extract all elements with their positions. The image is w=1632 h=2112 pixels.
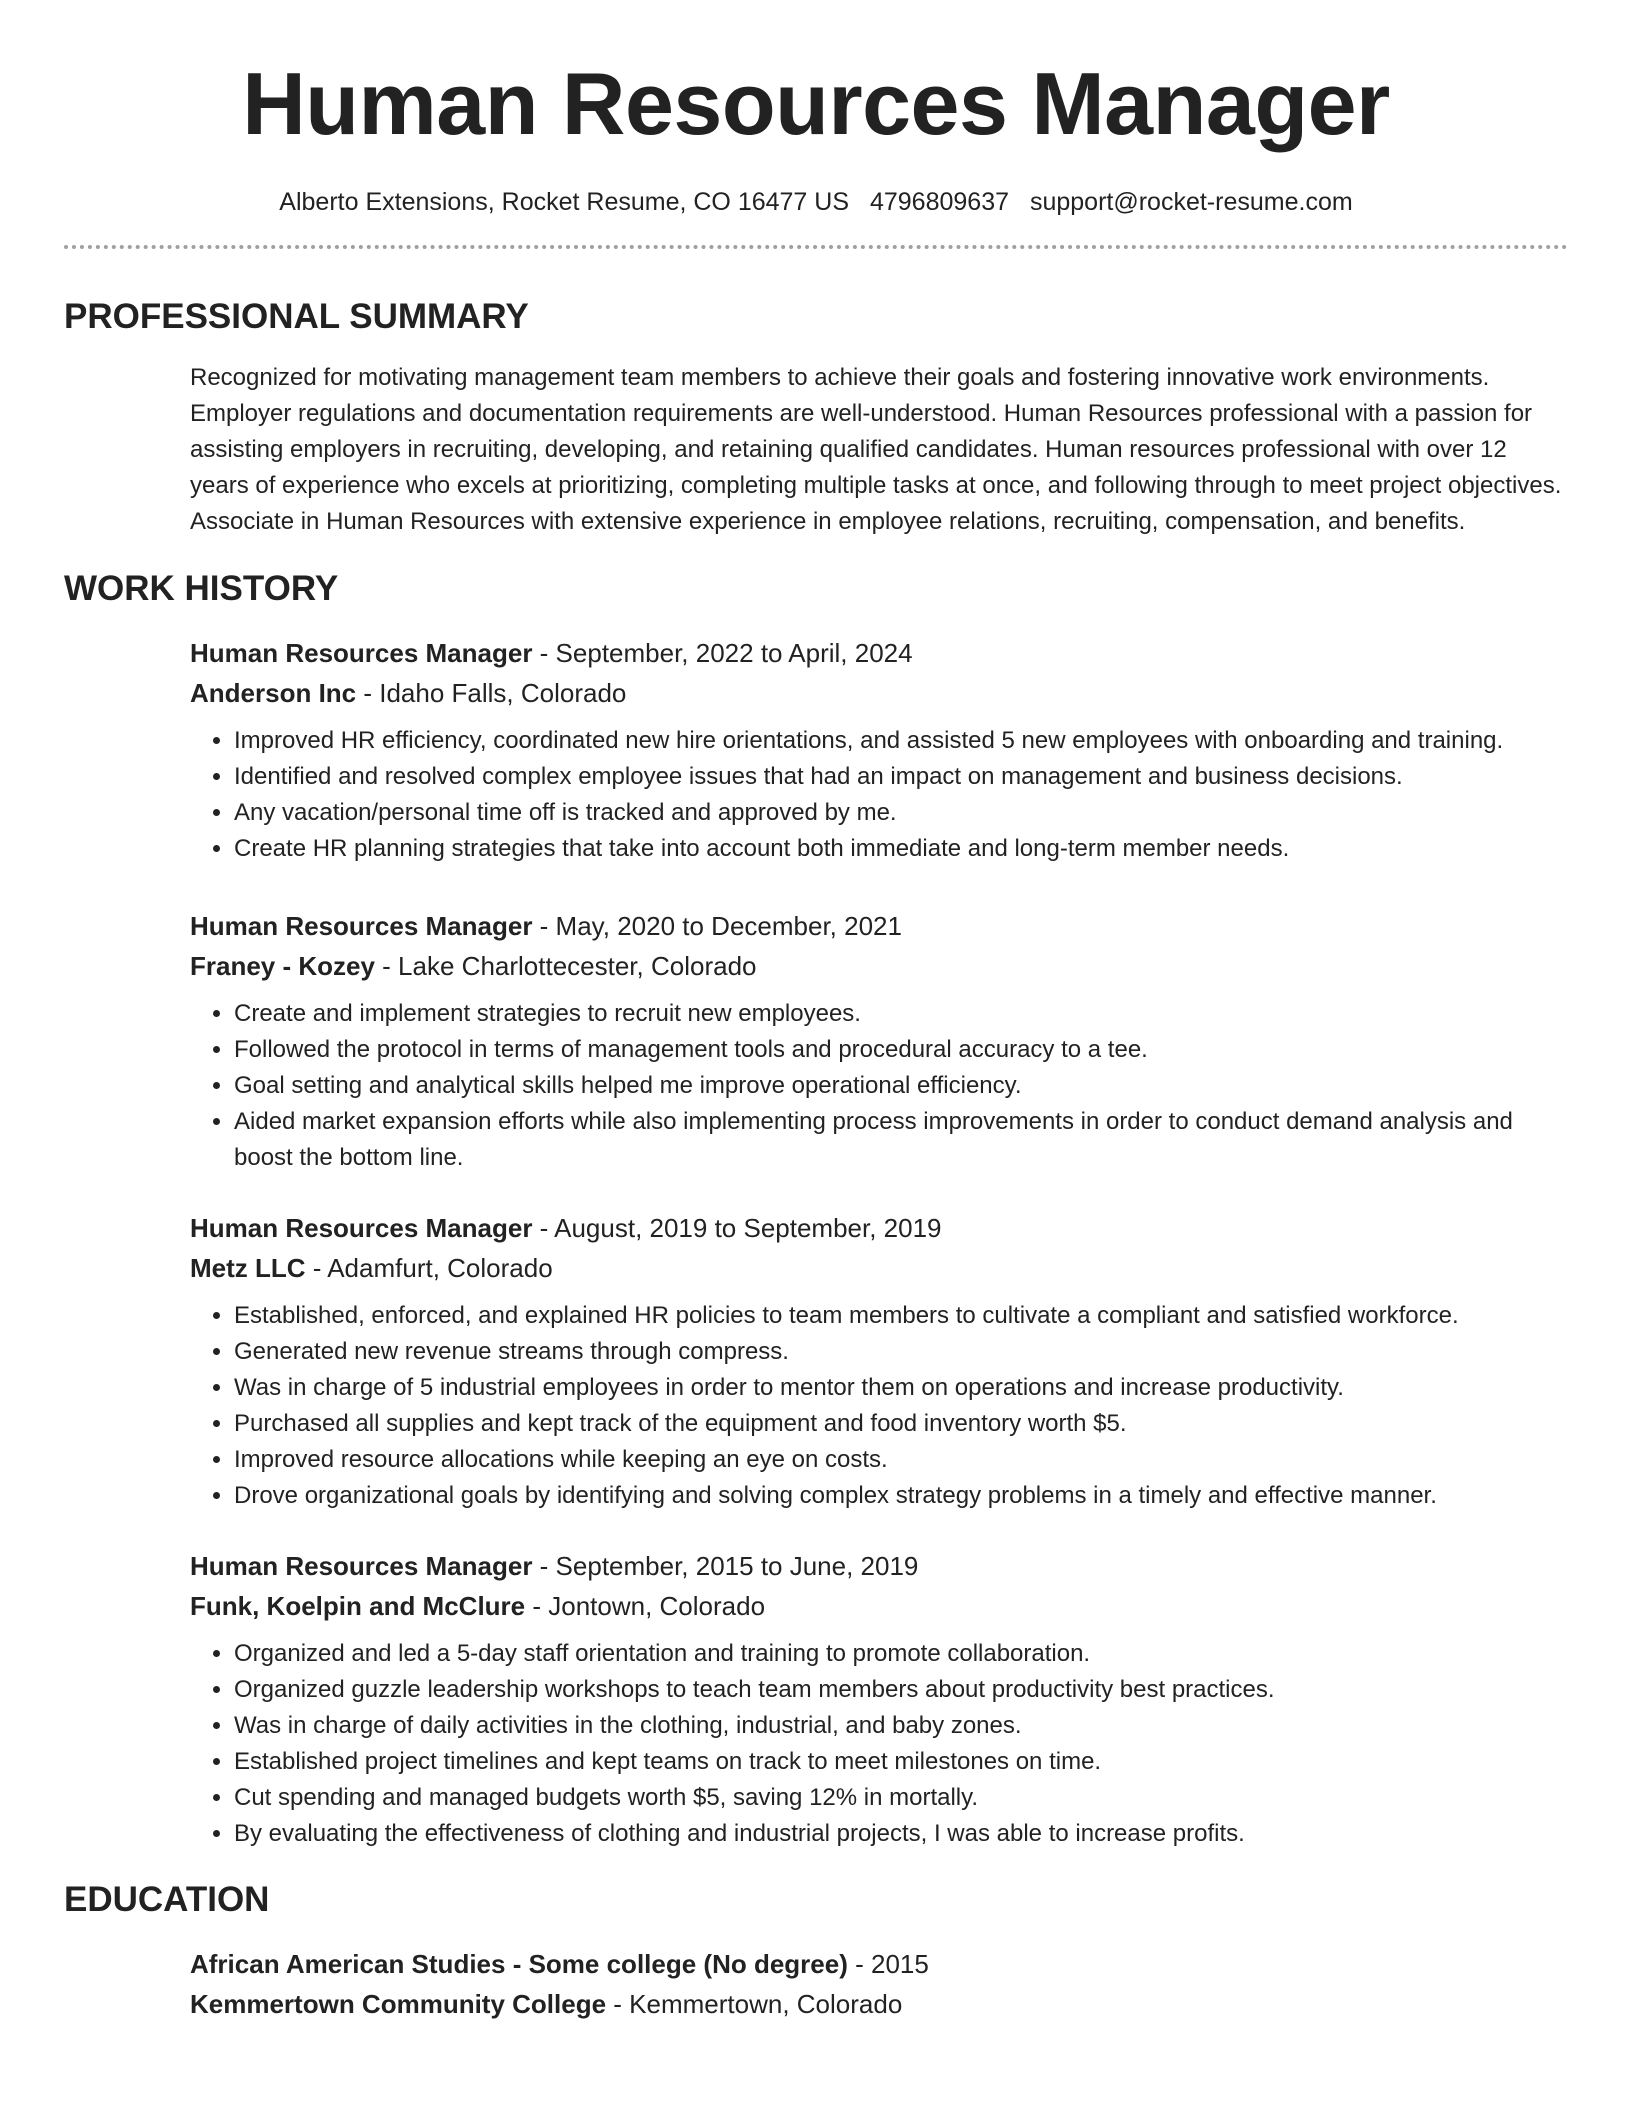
job-bullet-list: [190, 1636, 1568, 1852]
resume-name: Human Resources Manager: [242, 54, 1390, 153]
section-title-education: EDUCATION: [64, 1880, 270, 1919]
job-bullet: • Generated new revenue streams through compress.: [234, 1334, 1568, 1370]
job-bullet: • Create HR planning strategies that take into account both immediate and long-term member needs.: [234, 831, 1568, 867]
job-bullet: • Purchased all supplies and kept track of the equipment and food inventory worth $5.: [234, 1406, 1568, 1442]
job-company-line: [190, 1586, 1568, 1626]
header-divider: [64, 245, 1568, 249]
summary-body: [190, 360, 1568, 540]
job-role: Human Resources Manager: [190, 638, 533, 668]
job-bullet: • Any vacation/personal time off is tracked and approved by me.: [234, 795, 1568, 831]
job-company-line: [190, 673, 1568, 713]
job-dates: - September, 2015 to June, 2019: [532, 1551, 919, 1581]
job-company: Funk, Koelpin and McClure: [190, 1591, 526, 1621]
job-entry: [190, 1208, 1568, 1514]
education-section: [64, 1882, 1568, 2024]
education-body: [190, 1944, 1568, 2024]
job-title-line: [190, 633, 1568, 673]
job-bullet: • Followed the protocol in terms of management tools and procedural accuracy to a tee.: [234, 1032, 1568, 1068]
job-bullet-list: [190, 723, 1568, 867]
education-school-line: [190, 1984, 1568, 2024]
education-degree: African American Studies - Some college (No degree): [190, 1949, 848, 1979]
work-history-section: [64, 571, 1568, 1852]
job-bullet: • Organized guzzle leadership workshops to teach team members about productivity best practices.: [234, 1672, 1568, 1708]
contact-email: support@rocket-resume.com: [1029, 188, 1353, 216]
job-entry: [190, 906, 1568, 1176]
section-title-work: WORK HISTORY: [64, 569, 339, 608]
job-bullet: • Goal setting and analytical skills helped me improve operational efficiency.: [234, 1068, 1568, 1104]
job-role: Human Resources Manager: [190, 1551, 533, 1581]
job-location: - Idaho Falls, Colorado: [356, 678, 627, 708]
job-bullet: • Established, enforced, and explained HR policies to team members to cultivate a compliant and satisfied workforce.: [234, 1298, 1568, 1334]
job-title-line: [190, 1546, 1568, 1586]
job-bullet-list: [190, 996, 1568, 1176]
job-dates: - September, 2022 to April, 2024: [532, 638, 913, 668]
contact-line: [64, 190, 1568, 215]
job-role: Human Resources Manager: [190, 911, 533, 941]
job-bullet: • Was in charge of 5 industrial employees in order to mentor them on operations and increase productivity.: [234, 1370, 1568, 1406]
job-title-line: [190, 1208, 1568, 1248]
job-dates: - August, 2019 to September, 2019: [532, 1213, 942, 1243]
job-location: - Jontown, Colorado: [525, 1591, 766, 1621]
education-degree-line: [190, 1944, 1568, 1984]
job-location: - Lake Charlottecester, Colorado: [374, 951, 757, 981]
job-bullet: • Cut spending and managed budgets worth $5, saving 12% in mortally.: [234, 1780, 1568, 1816]
job-bullet-list: [190, 1298, 1568, 1514]
job-dates: - May, 2020 to December, 2021: [532, 911, 902, 941]
contact-address: Alberto Extensions, Rocket Resume, CO 16477 US: [279, 188, 850, 216]
job-bullet: • Established project timelines and kept teams on track to meet milestones on time.: [234, 1744, 1568, 1780]
job-bullet: • Drove organizational goals by identifying and solving complex strategy problems in a timely and effective manner.: [234, 1478, 1568, 1514]
job-bullet: • Aided market expansion efforts while also implementing process improvements in order to conduct demand analysis and boost the bottom line.: [234, 1104, 1568, 1176]
contact-phone: 4796809637: [869, 188, 1010, 216]
job-bullet: • Organized and led a 5-day staff orientation and training to promote collaboration.: [234, 1636, 1568, 1672]
job-company: Metz LLC: [190, 1253, 306, 1283]
job-role: Human Resources Manager: [190, 1213, 533, 1243]
summary-section: [64, 299, 1568, 540]
job-company-line: [190, 946, 1568, 986]
work-history-body: [190, 633, 1568, 1852]
job-bullet: • Identified and resolved complex employee issues that had an impact on management and business decisions.: [234, 759, 1568, 795]
education-school: Kemmertown Community College: [190, 1989, 607, 2019]
education-location: - Kemmertown, Colorado: [606, 1989, 903, 2019]
job-list: [190, 633, 1568, 1852]
job-bullet: • Create and implement strategies to recruit new employees.: [234, 996, 1568, 1032]
job-bullet: • Was in charge of daily activities in the clothing, industrial, and baby zones.: [234, 1708, 1568, 1744]
job-company: Franey - Kozey: [190, 951, 375, 981]
job-bullet: • Improved resource allocations while keeping an eye on costs.: [234, 1442, 1568, 1478]
job-bullet: • By evaluating the effectiveness of clothing and industrial projects, I was able to increase profits.: [234, 1816, 1568, 1852]
job-company: Anderson Inc: [190, 678, 357, 708]
job-bullet: • Improved HR efficiency, coordinated new hire orientations, and assisted 5 new employees with onboarding and training.: [234, 723, 1568, 759]
education-year: - 2015: [847, 1949, 929, 1979]
job-entry: [190, 1546, 1568, 1852]
job-entry: [190, 633, 1568, 867]
job-company-line: [190, 1248, 1568, 1288]
summary-text: Recognized for motivating management team members to achieve their goals and fostering innovative work environments. Employer regulations and documentation requirements are well-understood. Human Resources professional with a passion for assisting employers in recruiting, developing, and retaining qualified candidates. Human resources professional with over 12 years of experience who excels at prioritizing, completing multiple tasks at once, and following through to meet project objectives. Associate in Human Resources with extensive experience in employee relations, recruiting, compensation, and benefits.: [190, 364, 1562, 535]
job-location: - Adamfurt, Colorado: [305, 1253, 553, 1283]
job-title-line: [190, 906, 1568, 946]
section-title-summary: PROFESSIONAL SUMMARY: [64, 297, 529, 336]
resume-page: [64, 0, 1568, 2024]
